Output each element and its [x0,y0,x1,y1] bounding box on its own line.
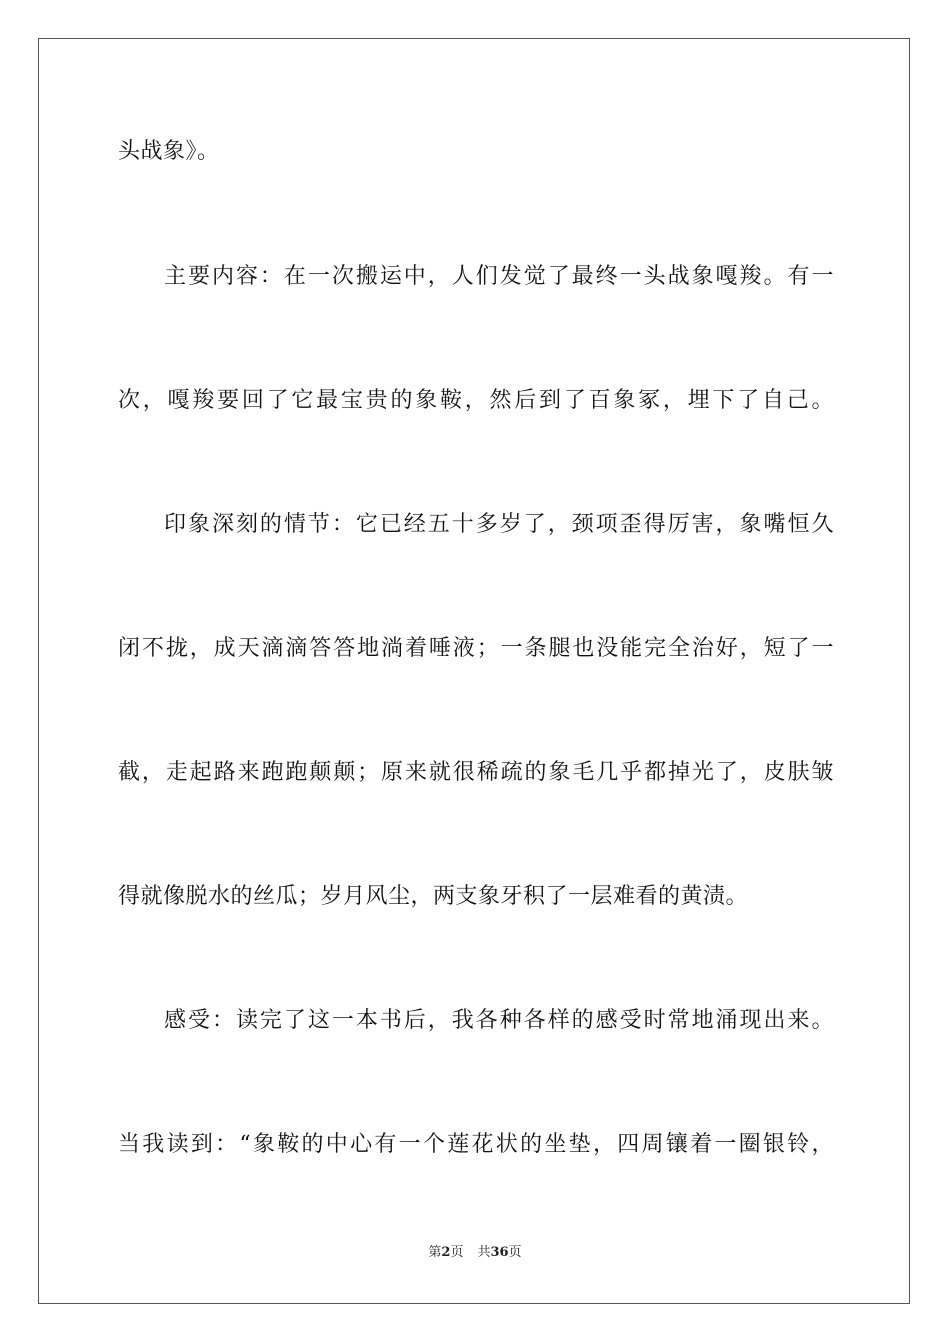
footer-total-pages: 36 [490,1245,509,1260]
text-line-2: 主要内容：在一次搬运中，人们发觉了最终一头战象嘎羧。有一 [164,264,834,289]
page-footer [0,1244,950,1262]
text-line-7: 得就像脱水的丝瓜；岁月风尘，两支象牙积了一层难看的黄渍。 [118,884,749,909]
text-line-6: 截，走起路来跑跑颠颠；原来就很稀疏的象毛几乎都掉光了，皮肤皱 [118,760,834,785]
text-line-9: 当我读到：“象鞍的中心有一个莲花状的坐垫，四周镶着一圈银铃， [118,1132,834,1157]
text-line-8: 感受：读完了这一本书后，我各种各样的感受时常地涌现出来。 [164,1008,834,1033]
footer-page-prefix: 第 [428,1245,442,1260]
footer-total-prefix: 共 [477,1245,491,1260]
text-line-3: 次，嘎羧要回了它最宝贵的象鞍，然后到了百象冢，埋下了自己。 [118,388,834,413]
text-line-4: 印象深刻的情节：它已经五十多岁了，颈项歪得厉害，象嘴恒久 [164,512,834,537]
text-line-5: 闭不拢，成天滴滴答答地淌着唾液；一条腿也没能完全治好，短了一 [118,636,834,661]
text-line-1: 头战象》。 [118,139,220,164]
page-border [38,38,910,1304]
footer-page-suffix: 页 [450,1245,464,1260]
footer-total-suffix: 页 [508,1245,522,1260]
footer-page-number: 2 [441,1245,451,1260]
